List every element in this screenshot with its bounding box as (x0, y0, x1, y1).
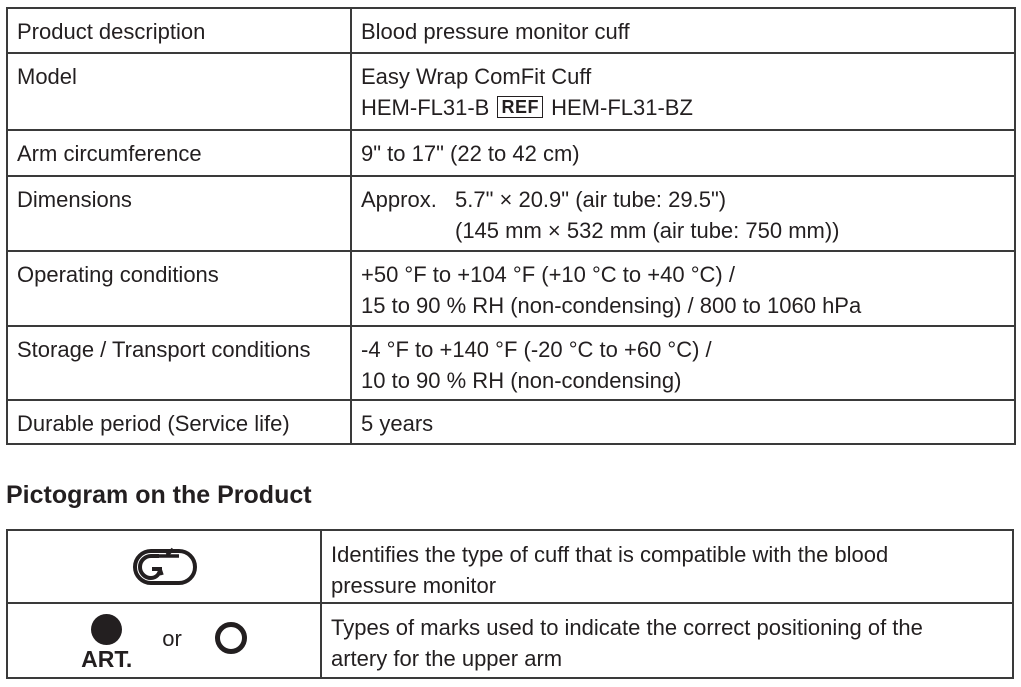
spec-value-line: -4 °F to +140 °F (-20 °C to +60 °C) / (361, 337, 712, 362)
spec-value (351, 8, 1015, 53)
model-code: HEM-FL31-B (361, 95, 490, 120)
or-text: or (162, 626, 182, 651)
description-line: artery for the upper arm (331, 646, 563, 671)
spec-value-line: 9" to 17" (22 to 42 cm) (361, 141, 580, 166)
pictogram-row-artery (7, 603, 1013, 678)
spec-label: Operating conditions (7, 251, 351, 326)
dimensions-prefix: Approx. (361, 187, 437, 212)
description-line: pressure monitor (331, 573, 497, 598)
spec-value-line: Easy Wrap ComFit Cuff (361, 64, 592, 89)
spec-value (351, 176, 1015, 251)
ring-circle-icon (215, 622, 247, 654)
specifications-table (6, 7, 1016, 445)
spec-value (351, 326, 1015, 400)
description-line: Identifies the type of cuff that is compatible with the blood (331, 542, 889, 567)
ref-code: HEM-FL31-BZ (551, 95, 693, 120)
spec-value (351, 251, 1015, 326)
spec-value-line: Blood pressure monitor cuff (361, 19, 630, 44)
artery-mark-icons (81, 604, 247, 677)
filled-circle-icon (91, 614, 122, 645)
spec-value (351, 400, 1015, 444)
spec-row-operating-conditions (7, 251, 1015, 326)
spec-label: Storage / Transport conditions (7, 326, 351, 400)
spec-label: Arm circumference (7, 130, 351, 176)
pictogram-icon-cell (7, 603, 321, 678)
spec-row-product-description (7, 8, 1015, 53)
spec-row-storage-conditions (7, 326, 1015, 400)
pictogram-icon-cell (7, 530, 321, 603)
spec-value-line: 15 to 90 % RH (non-condensing) / 800 to 1060 hPa (361, 293, 862, 318)
model-codes (361, 92, 1014, 123)
art-filled-mark (81, 610, 132, 671)
spec-value (351, 130, 1015, 176)
spec-label: Product description (7, 8, 351, 53)
spec-value-line: 5 years (361, 411, 434, 436)
cuff-compatibility-icon (131, 547, 197, 587)
pictogram-description (321, 530, 1013, 603)
spec-value-line: 10 to 90 % RH (non-condensing) (361, 368, 682, 393)
pictogram-row-cuff (7, 530, 1013, 603)
pictogram-description (321, 603, 1013, 678)
section-heading: Pictogram on the Product (6, 481, 312, 509)
pictogram-table (6, 529, 1014, 679)
ref-symbol-icon: REF (497, 96, 543, 118)
spec-row-durable-period (7, 400, 1015, 444)
dimensions-imperial: 5.7" × 20.9" (air tube: 29.5") (455, 187, 727, 212)
spec-label: Dimensions (7, 176, 351, 251)
spec-row-model (7, 53, 1015, 130)
dimensions-metric: (145 mm × 532 mm (air tube: 750 mm)) (455, 218, 840, 243)
spec-label: Durable period (Service life) (7, 400, 351, 444)
spec-value-line: +50 °F to +104 °F (+10 °C to +40 °C) / (361, 262, 735, 287)
spec-row-arm-circumference (7, 130, 1015, 176)
description-line: Types of marks used to indicate the correct positioning of the (331, 615, 923, 640)
art-label: ART. (81, 646, 133, 672)
spec-label: Model (7, 53, 351, 130)
spec-value (351, 53, 1015, 130)
spec-row-dimensions (7, 176, 1015, 251)
spec-value-line (361, 184, 1014, 215)
